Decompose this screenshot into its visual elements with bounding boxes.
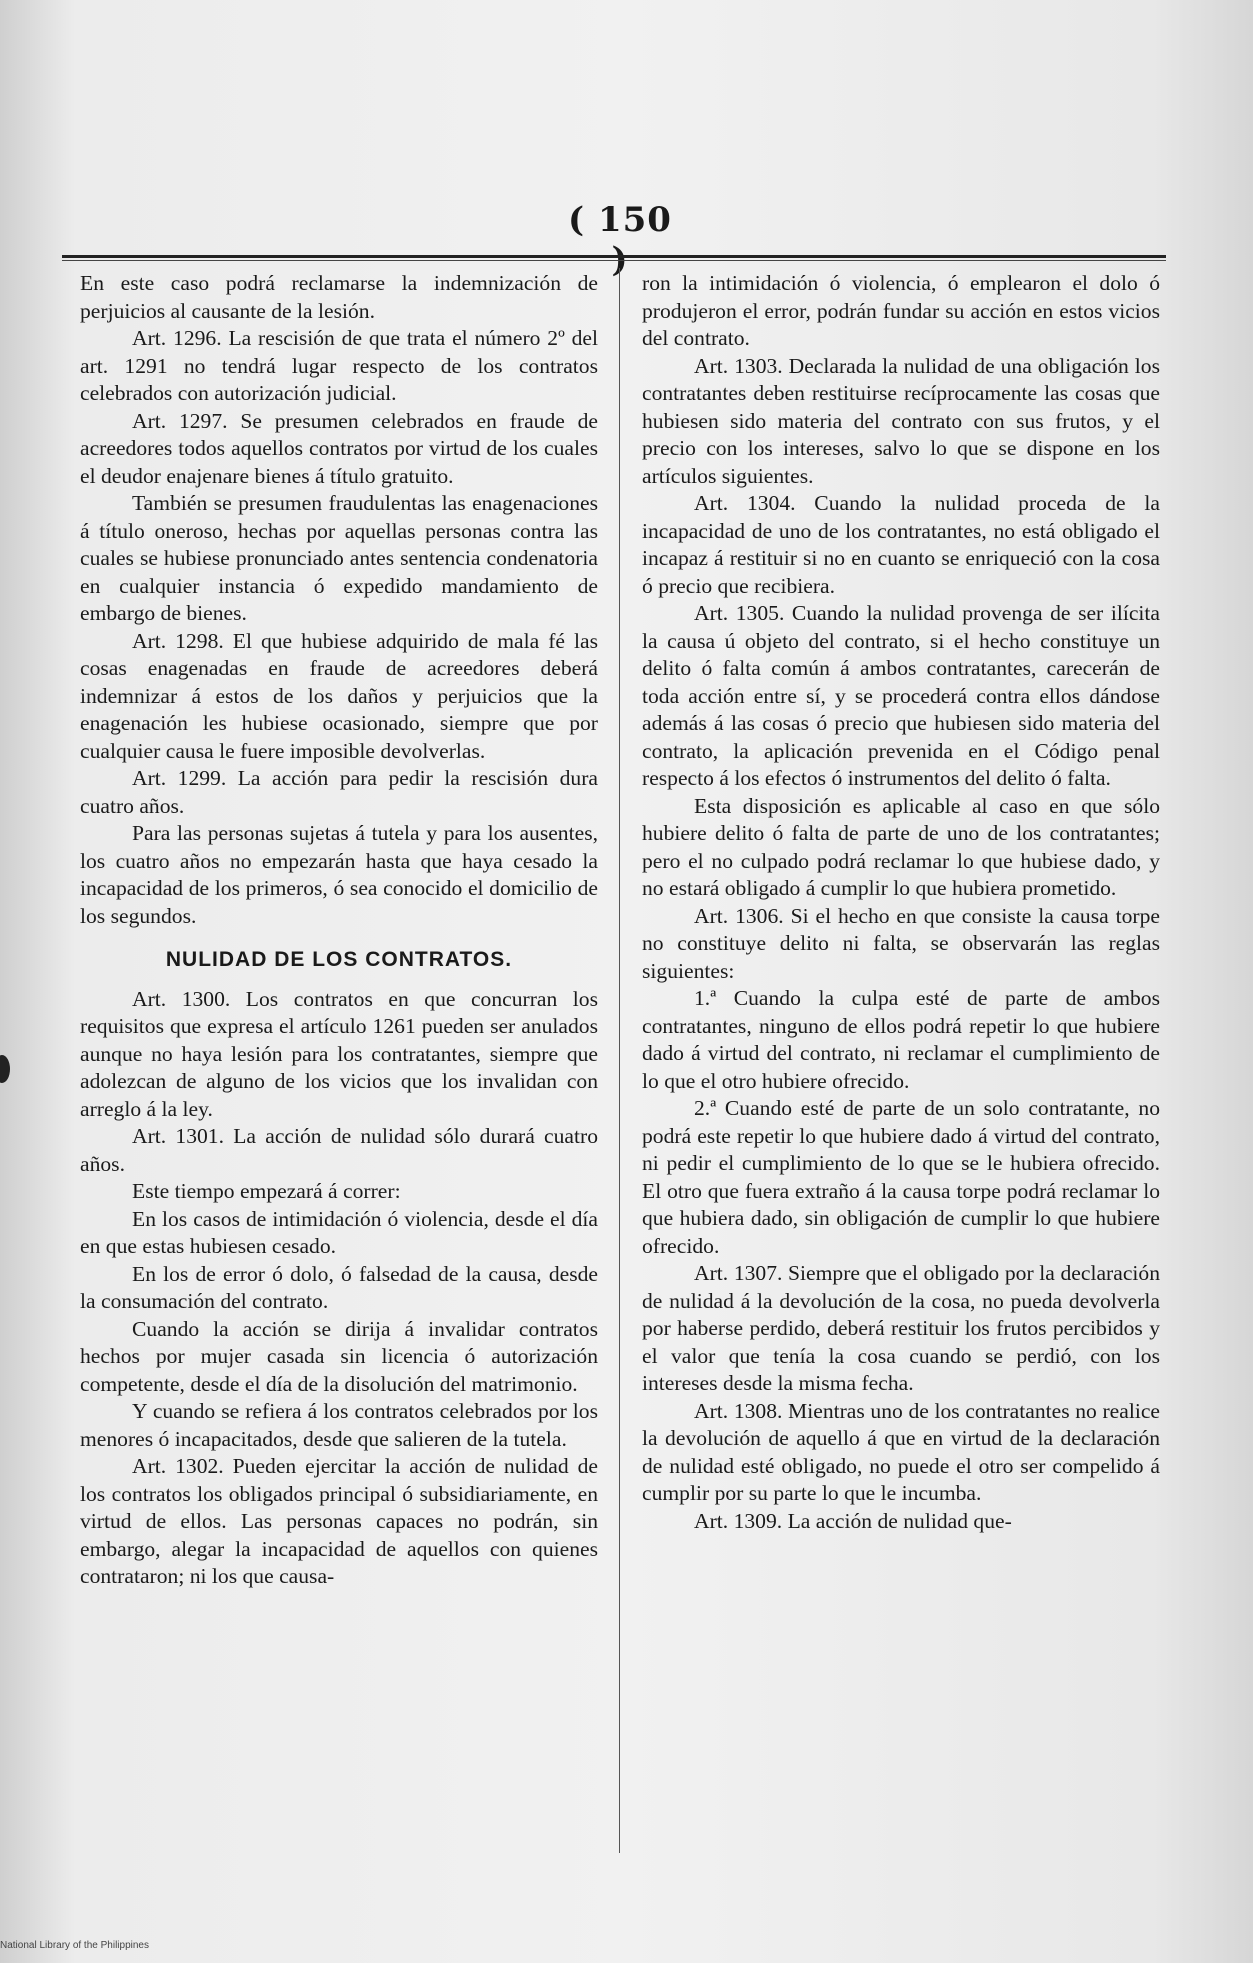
paragraph: Art. 1307. Siempre que el obligado por la declaración de nulidad á la devolución de la cosa, no pueda devolverla por haberse perdido, deberá restituir los frutos percibidos y el valor que tenía la cosa cuando se perdió, con los intereses desde la misma fecha. <box>642 1261 1160 1395</box>
paragraph: En los de error ó dolo, ó falsedad de la causa, desde la consumación del contrato. <box>80 1261 598 1313</box>
left-column <box>80 270 598 1591</box>
paragraph: Art. 1306. Si el hecho en que consiste la causa torpe no constituye delito ni falta, se observarán las reglas siguientes: <box>642 903 1160 983</box>
paragraph: ron la intimidación ó violencia, ó emplearon el dolo ó produjeron el error, podrán fundar su acción en estos vicios del contrato. <box>642 271 1160 350</box>
column-divider <box>619 268 620 1853</box>
footer-credit: National Library of the Philippines <box>0 1940 149 1951</box>
paragraph: 1.ª Cuando la culpa esté de parte de ambos contratantes, ninguno de ellos podrá repetir lo que hubiere dado á virtud del contrato, ni reclamar el cumplimiento de lo que el otro hubiere ofrecido. <box>642 986 1160 1093</box>
paragraph: Art. 1298. El que hubiese adquirido de mala fé las cosas enagenadas en fraude de acreedores deberá indemnizar á estos de los daños y perjuicios que la enagenación les hubiese ocasionado, siempre que por cualquier causa le fuere imposible devolverlas. <box>80 628 598 763</box>
paragraph: Art. 1296. La rescisión de que trata el número 2º del art. 1291 no tendrá lugar respecto de los contratos celebrados con autorización judicial. <box>80 326 598 405</box>
paragraph: También se presumen fraudulentas las enagenaciones á título oneroso, hechas por aquellas personas contra las cuales se hubiese pronunciado antes sentencia condenatoria en cualquier instancia ó expedido mandamiento de embargo de bienes. <box>80 491 598 625</box>
paragraph: Art. 1302. Pueden ejercitar la acción de nulidad de los contratos los obligados principal ó subsidiariamente, en virtud de ellos. Las personas capaces no podrán, sin embargo, alegar la incapacidad de aquellos con quienes contrataron; ni los que causa- <box>80 1454 598 1588</box>
paragraph: Y cuando se refiera á los contratos celebrados por los menores ó incapacitados, desde que salieren de la tutela. <box>80 1399 598 1451</box>
paragraph: Art. 1303. Declarada la nulidad de una obligación los contratantes deben restituirse recíprocamente las cosas que hubiesen sido materia del contrato con sus frutos, y el precio con los intereses, salvo lo que se dispone en los artículos siguientes. <box>642 353 1160 488</box>
paragraph: Art. 1308. Mientras uno de los contratantes no realice la devolución de aquello á que en virtud de la declaración de nulidad esté obligado, no puede el otro ser compelido á cumplir por su parte lo que le incumba. <box>642 1398 1160 1505</box>
paragraph: Este tiempo empezará á correr: <box>132 1179 401 1203</box>
paragraph: En los casos de intimidación ó violencia, desde el día en que estas hubiesen cesado. <box>80 1206 598 1258</box>
paragraph: Art. 1301. La acción de nulidad sólo durará cuatro años. <box>80 1124 598 1176</box>
paragraph: 2.ª Cuando esté de parte de un solo contratante, no podrá este repetir lo que hubiere dado á virtud del contrato, ni pedir el cumplimiento de lo que se le hubiera ofrecido. El otro que fuera extraño á la causa torpe podrá reclamar lo que hubiera dado, sin obligación de cumplir lo que hubiere ofrecido. <box>642 1096 1160 1258</box>
paragraph: Art. 1304. Cuando la nulidad proceda de la incapacidad de uno de los contratantes, no está obligado el incapaz á restituir si no en cuanto se enriqueció con la cosa ó precio que recibiera. <box>642 491 1160 598</box>
section-heading: NULIDAD DE LOS CONTRATOS. <box>165 948 513 971</box>
paragraph: Art. 1300. Los contratos en que concurran los requisitos que expresa el artículo 1261 pueden ser anulados aunque no haya lesión para los contratantes, siempre que adolezcan de alguno de los vicios que los invalidan con arreglo á la ley. <box>80 986 598 1121</box>
paragraph: Art. 1309. La acción de nulidad que- <box>694 1508 1012 1533</box>
paragraph: Cuando la acción se dirija á invalidar contratos hechos por mujer casada sin licencia ó autorización competente, desde el día de la disolución del matrimonio. <box>80 1316 598 1396</box>
paragraph: Esta disposición es aplicable al caso en que sólo hubiere delito ó falta de parte de uno de los contratantes; pero el no culpado podrá reclamar lo que hubiese dado, y no estará obligado á cumplir lo que hubiera prometido. <box>642 793 1160 900</box>
paragraph: Art. 1297. Se presumen celebrados en fraude de acreedores todos aquellos contratos por virtud de los cuales el deudor enajenare bienes á título gratuito. <box>80 408 598 488</box>
binding-hole <box>0 1055 10 1083</box>
right-column <box>642 270 1160 1535</box>
paragraph: En este caso podrá reclamarse la indemnización de perjuicios al causante de la lesión. <box>80 271 598 323</box>
page-number: ( 150 ) <box>568 200 672 280</box>
paragraph: Art. 1299. La acción para pedir la rescisión dura cuatro años. <box>80 766 598 818</box>
paragraph: Art. 1305. Cuando la nulidad provenga de ser ilícita la causa ú objeto del contrato, si el hecho constituye un delito ó falta común á ambos contratantes, carecerán de toda acción entre sí, y se procederá contra ellos dándose además á las cosas ó precio que hubiesen sido materia del contrato, la aplicación prevenida en el Código penal respecto á los efectos ó instrumentos del delito ó falta. <box>642 601 1160 790</box>
paragraph: Para las personas sujetas á tutela y para los ausentes, los cuatro años no empezarán hasta que haya cesado la incapacidad de los primeros, ó sea conocido el domicilio de los segundos. <box>80 821 598 928</box>
header-rule <box>62 255 1166 261</box>
